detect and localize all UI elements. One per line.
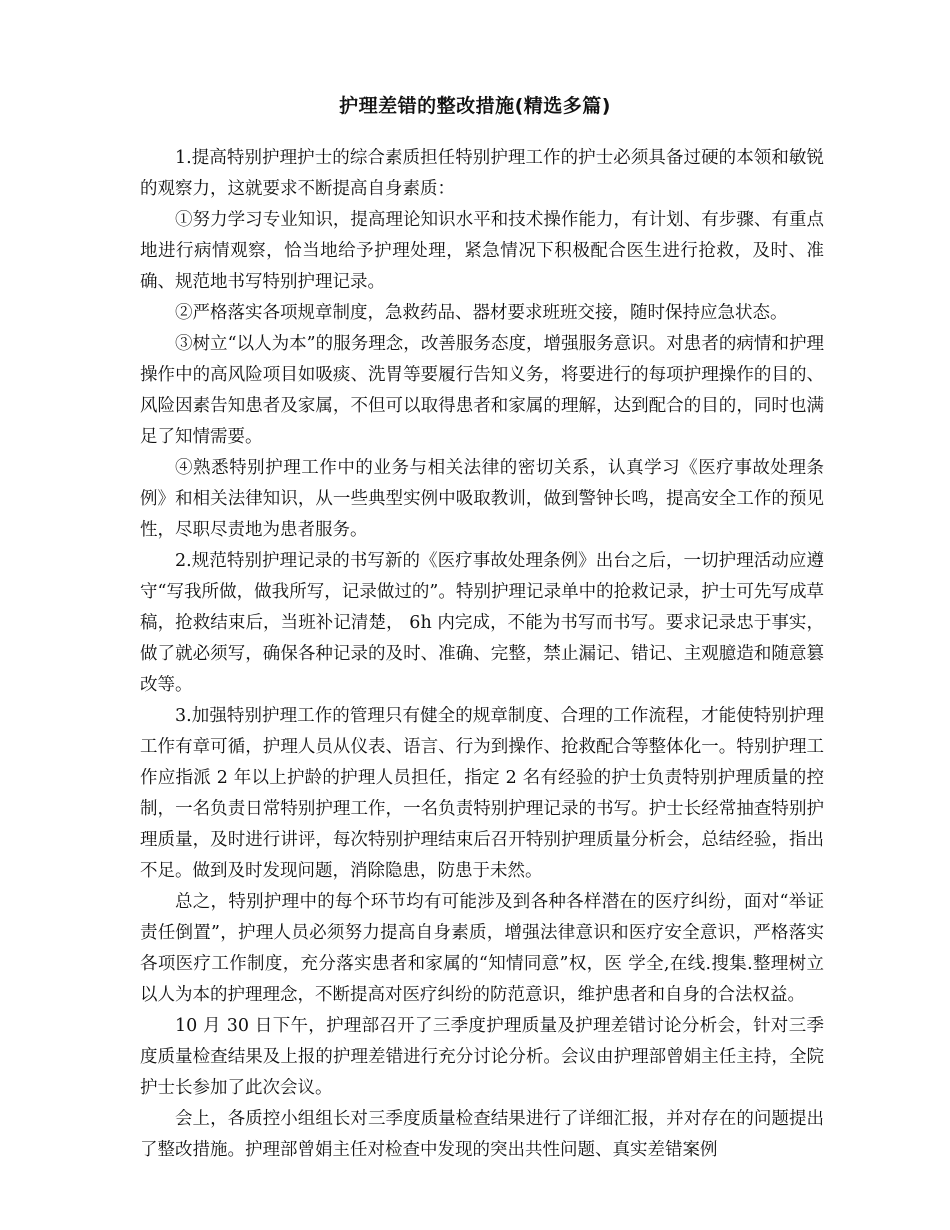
paragraph-8: 总之，特别护理中的每个环节均有可能涉及到各种各样潜在的医疗纠纷，面对“举证责任倒置”，护理人员必须努力提高自身素质，增强法律意识和医疗安全意识，严格落实各项医疗工作制度，充分落实患者和家属的“知情同意”权，医 学全,在线.搜集.整理树立以人为本的护理理念，不断提高对医疗纠纷的防范意识，维护患者和自身的合法权益。 bbox=[140, 892, 824, 1005]
paragraph-1: 1.提高特别护理护士的综合素质担任特别护理工作的护士必须具备过硬的本领和敏锐的观察力，这就要求不断提高自身素质： bbox=[140, 148, 824, 199]
paragraph-3: ②严格落实各项规章制度，急救药品、器材要求班班交接，随时保持应急状态。 bbox=[175, 303, 788, 323]
paragraph-5: ④熟悉特别护理工作中的业务与相关法律的密切关系，认真学习《医疗事故处理条例》和相关法律知识，从一些典型实例中吸取教训，做到警钟长鸣，提高安全工作的预见性，尽职尽责地为患者服务。 bbox=[140, 458, 824, 540]
paragraph-6: 2.规范特别护理记录的书写新的《医疗事故处理条例》出台之后，一切护理活动应遵守“写我所做，做我所写，记录做过的”。特别护理记录单中的抢救记录，护士可先写成草稿，抢救结束后，当班补记清楚， 6h 内完成，不能为书写而书写。要求记录忠于事实，做了就必须写，确保各种记录的及时、准确、完整，禁止漏记、错记、主观臆造和随意篡改等。 bbox=[140, 551, 824, 695]
paragraph-9: 10 月 30 日下午，护理部召开了三季度护理质量及护理差错讨论分析会，针对三季度质量检查结果及上报的护理差错进行充分讨论分析。会议由护理部曾娟主任主持，全院护士长参加了此次会议。 bbox=[140, 1016, 824, 1098]
paragraph-10: 会上，各质控小组组长对三季度质量检查结果进行了详细汇报，并对存在的问题提出了整改措施。护理部曾娟主任对检查中发现的突出共性问题、真实差错案例 bbox=[140, 1109, 824, 1160]
document-body bbox=[140, 143, 824, 1166]
document-title: 护理差错的整改措施(精选多篇) bbox=[339, 95, 611, 117]
paragraph-4: ③树立“以人为本”的服务理念，改善服务态度，增强服务意识。对患者的病情和护理操作中的高风险项目如吸痰、洗胃等要履行告知义务，将要进行的每项护理操作的目的、风险因素告知患者及家属，不但可以取得患者和家属的理解，达到配合的目的，同时也满足了知情需要。 bbox=[140, 334, 824, 447]
paragraph-2: ①努力学习专业知识，提高理论知识水平和技术操作能力，有计划、有步骤、有重点地进行病情观察，恰当地给予护理处理，紧急情况下积极配合医生进行抢救，及时、准确、规范地书写特别护理记录。 bbox=[140, 210, 824, 292]
paragraph-7: 3.加强特别护理工作的管理只有健全的规章制度、合理的工作流程，才能使特别护理工作有章可循，护理人员从仪表、语言、行为到操作、抢救配合等整体化一。特别护理工作应指派 2 年以上护龄的护理人员担任，指定 2 名有经验的护士负责特别护理质量的控制，一名负责日常特别护理工作，一名负责特别护理记录的书写。护士长经常抽查特别护理质量，及时进行讲评，每次特别护理结束后召开特别护理质量分析会，总结经验，指出不足。做到及时发现问题，消除隐患，防患于未然。 bbox=[140, 706, 824, 881]
